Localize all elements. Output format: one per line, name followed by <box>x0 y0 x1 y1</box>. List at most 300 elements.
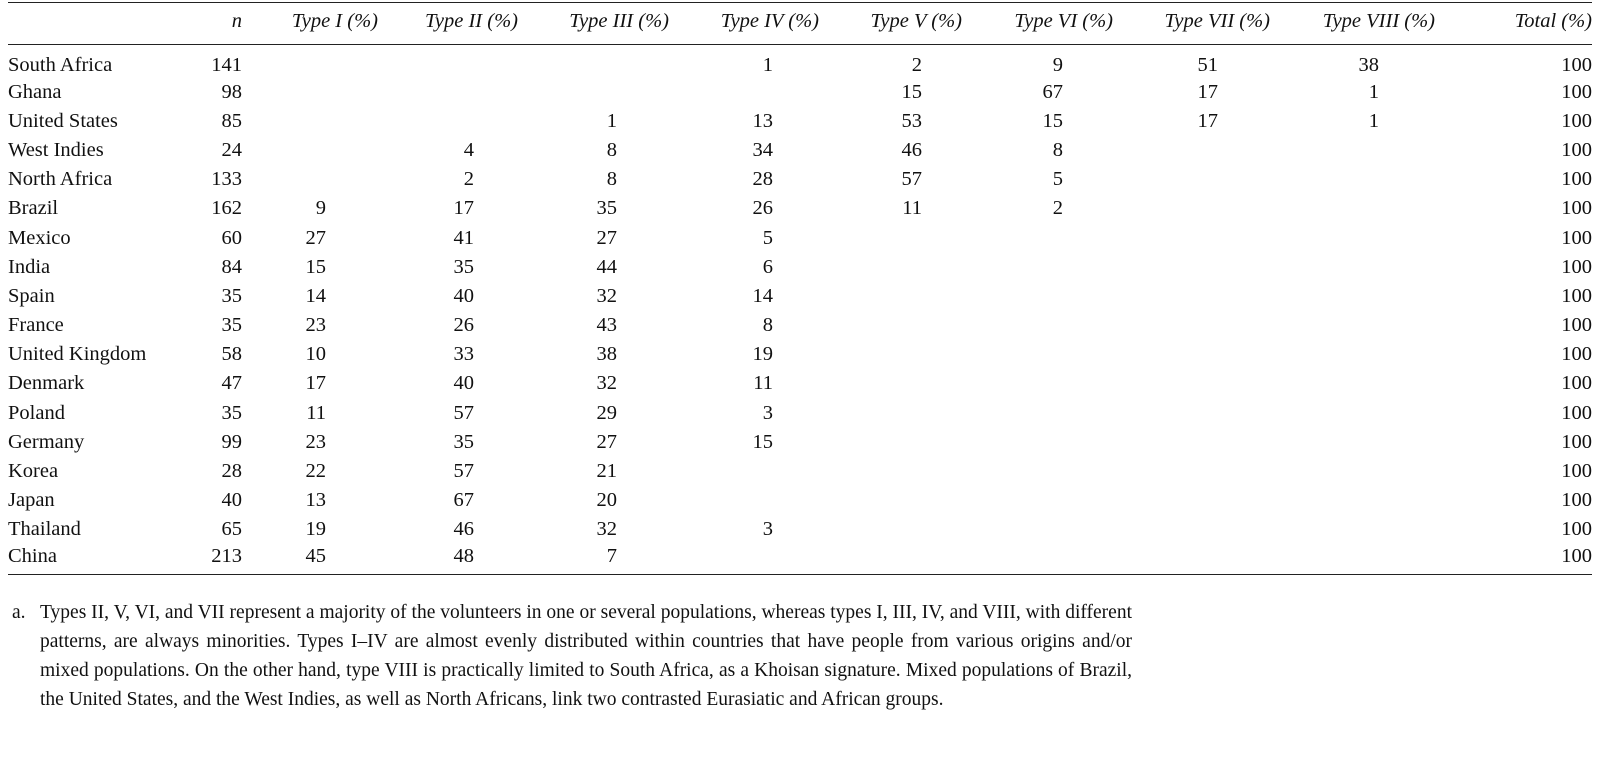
type-percent-cell <box>669 135 819 164</box>
type-percent-cell <box>1270 456 1435 485</box>
type-percent-cell <box>819 427 962 456</box>
type-percent-cell <box>1113 369 1270 398</box>
type-percent-cell <box>962 223 1113 252</box>
type-percent-value: 38 <box>1358 54 1379 76</box>
type-percent-value: 41 <box>453 226 474 249</box>
type-percent-cell <box>518 165 669 194</box>
country-cell: United States <box>8 109 118 132</box>
type-percent-value: 53 <box>901 109 922 132</box>
type-percent-cell <box>819 45 962 78</box>
n-cell: 28 <box>221 460 242 483</box>
type-percent-value: 40 <box>453 284 474 307</box>
type-percent-value: 32 <box>596 284 617 307</box>
country-cell: China <box>8 544 186 575</box>
type-percent-cell <box>378 456 518 485</box>
type-percent-value: 23 <box>305 314 326 337</box>
n-cell: 85 <box>221 109 242 132</box>
type-percent-value: 67 <box>453 489 474 512</box>
type-percent-cell <box>1270 77 1435 106</box>
type-percent-cell <box>378 252 518 281</box>
type-percent-value: 2 <box>1052 197 1063 220</box>
type-percent-cell <box>242 486 378 515</box>
type-percent-cell <box>669 165 819 194</box>
type-percent-value: 6 <box>762 255 773 278</box>
type-percent-cell <box>518 45 669 78</box>
n-cell: 35 <box>221 314 242 337</box>
table-body <box>8 45 1592 575</box>
type-percent-cell <box>518 281 669 310</box>
type-percent-value: 15 <box>752 430 773 453</box>
header-cell: Type VIII (%) <box>1270 3 1435 45</box>
total-cell: 100 <box>1561 518 1592 541</box>
type-percent-value: 9 <box>1052 54 1063 76</box>
type-percent-cell <box>378 515 518 544</box>
total-cell: 100 <box>1561 314 1592 337</box>
header-cell-country <box>8 3 186 45</box>
total-cell: 100 <box>1561 54 1592 76</box>
table-row <box>8 223 1592 252</box>
type-percent-cell <box>1270 223 1435 252</box>
type-percent-cell <box>819 194 962 223</box>
type-percent-value: 27 <box>305 226 326 249</box>
type-percent-cell <box>518 369 669 398</box>
n-cell: 65 <box>221 518 242 541</box>
n-cell: 58 <box>221 343 242 366</box>
n-cell: 141 <box>211 54 242 76</box>
country-cell: Japan <box>8 489 55 512</box>
type-percent-value: 19 <box>305 518 326 541</box>
type-percent-cell <box>1113 340 1270 369</box>
type-percent-value: 46 <box>901 138 922 161</box>
type-percent-cell <box>669 486 819 515</box>
type-percent-value: 22 <box>305 460 326 483</box>
table-row <box>8 106 1592 135</box>
country-cell: France <box>8 314 64 337</box>
type-percent-cell <box>242 194 378 223</box>
type-percent-cell <box>518 252 669 281</box>
type-percent-cell <box>242 223 378 252</box>
type-percent-cell <box>1113 486 1270 515</box>
country-cell: Spain <box>8 284 55 307</box>
type-percent-cell <box>1270 165 1435 194</box>
type-percent-value: 8 <box>606 138 617 161</box>
type-percent-cell <box>1270 281 1435 310</box>
type-percent-value: 38 <box>596 343 617 366</box>
type-percent-cell <box>962 515 1113 544</box>
type-percent-value: 15 <box>1042 109 1063 132</box>
type-percent-value: 17 <box>305 372 326 395</box>
total-cell: 100 <box>1561 489 1592 512</box>
type-percent-cell <box>1270 427 1435 456</box>
type-percent-cell <box>242 398 378 427</box>
header-cell: Type II (%) <box>378 3 518 45</box>
type-percent-cell <box>242 369 378 398</box>
type-percent-cell <box>242 106 378 135</box>
type-percent-value: 14 <box>305 284 326 307</box>
type-percent-cell <box>962 194 1113 223</box>
table-row <box>8 340 1592 369</box>
type-percent-value: 1 <box>606 109 617 132</box>
type-percent-cell <box>669 106 819 135</box>
type-percent-cell <box>962 544 1113 575</box>
type-percent-value: 35 <box>453 430 474 453</box>
type-percent-cell <box>1113 77 1270 106</box>
type-percent-cell <box>1113 515 1270 544</box>
type-percent-cell <box>378 77 518 106</box>
type-percent-value: 2 <box>463 168 474 191</box>
type-percent-cell <box>378 369 518 398</box>
type-percent-cell <box>1113 135 1270 164</box>
type-percent-cell <box>1270 544 1435 575</box>
type-percent-value: 33 <box>453 343 474 366</box>
country-cell: South Africa <box>8 54 113 76</box>
type-percent-cell <box>378 135 518 164</box>
footnote-marker: a. <box>12 602 26 623</box>
type-percent-cell <box>669 45 819 78</box>
type-percent-cell <box>1270 398 1435 427</box>
type-percent-value: 67 <box>1042 80 1063 103</box>
total-cell: 100 <box>1435 544 1592 575</box>
total-cell: 100 <box>1561 197 1592 220</box>
table-row <box>8 369 1592 398</box>
country-cell: North Africa <box>8 168 113 191</box>
type-percent-cell <box>1113 427 1270 456</box>
type-percent-value: 19 <box>752 343 773 366</box>
n-cell: 98 <box>221 80 242 103</box>
type-percent-value: 17 <box>1197 109 1218 132</box>
header-cell: Type I (%) <box>242 3 378 45</box>
type-percent-cell <box>1113 45 1270 78</box>
n-cell: 35 <box>221 401 242 424</box>
type-percent-cell <box>669 311 819 340</box>
type-percent-cell <box>962 369 1113 398</box>
header-cell: Type VI (%) <box>962 3 1113 45</box>
country-cell: United Kingdom <box>8 343 147 366</box>
type-percent-value: 32 <box>596 518 617 541</box>
type-percent-cell <box>1270 45 1435 78</box>
type-percent-cell <box>1270 106 1435 135</box>
footnote-text: Types II, V, VI, and VII represent a majority of the volunteers in one or several populations, whereas types I, III, IV, and VIII, with different patterns, are always minorities. Types I–IV are almost evenly distributed within countries that have people from various origins and/or mixed populations. On the other hand, type VIII is practically limited to South Africa, as a Khoisan signature. Mixed populations of Brazil, the United States, and the West Indies, as well as North Africans, link two contrasted Eurasiatic and African groups. <box>40 602 1132 710</box>
type-percent-cell <box>962 281 1113 310</box>
n-cell: 35 <box>221 284 242 307</box>
type-percent-cell <box>242 165 378 194</box>
type-percent-cell <box>242 515 378 544</box>
country-cell: West Indies <box>8 138 104 161</box>
type-percent-cell <box>1270 252 1435 281</box>
header-cell-n: n <box>186 3 242 45</box>
type-percent-cell <box>819 77 962 106</box>
type-percent-cell <box>378 45 518 78</box>
frequency-table <box>8 2 1592 575</box>
header-cell: Type VII (%) <box>1113 3 1270 45</box>
type-percent-value: 26 <box>752 197 773 220</box>
type-percent-cell <box>242 456 378 485</box>
table-row <box>8 281 1592 310</box>
table-row <box>8 45 1592 78</box>
type-percent-cell <box>1270 311 1435 340</box>
type-percent-cell <box>962 45 1113 78</box>
type-percent-cell <box>378 106 518 135</box>
type-percent-cell <box>819 340 962 369</box>
type-percent-cell <box>1270 135 1435 164</box>
total-cell: 100 <box>1561 226 1592 249</box>
n-cell: 60 <box>221 226 242 249</box>
type-percent-cell <box>518 311 669 340</box>
header-cell: Type IV (%) <box>669 3 819 45</box>
type-percent-cell <box>518 135 669 164</box>
type-percent-cell <box>819 398 962 427</box>
type-percent-cell <box>1270 486 1435 515</box>
n-cell: 24 <box>221 138 242 161</box>
country-cell: Thailand <box>8 518 81 541</box>
type-percent-value: 2 <box>911 54 922 76</box>
country-cell: Germany <box>8 430 85 453</box>
type-percent-cell <box>819 515 962 544</box>
type-percent-cell <box>242 252 378 281</box>
type-percent-cell <box>378 311 518 340</box>
type-percent-cell <box>518 398 669 427</box>
total-cell: 100 <box>1561 372 1592 395</box>
type-percent-cell <box>669 515 819 544</box>
table-row <box>8 486 1592 515</box>
type-percent-value: 1 <box>1368 80 1379 103</box>
type-percent-value: 11 <box>902 197 922 220</box>
type-percent-value: 28 <box>752 168 773 191</box>
total-cell: 100 <box>1561 401 1592 424</box>
type-percent-cell <box>1113 252 1270 281</box>
type-percent-cell <box>669 281 819 310</box>
table-row <box>8 311 1592 340</box>
type-percent-cell <box>242 311 378 340</box>
type-percent-value: 46 <box>453 518 474 541</box>
table-row <box>8 194 1592 223</box>
type-percent-cell <box>1113 106 1270 135</box>
type-percent-cell <box>819 486 962 515</box>
type-percent-value: 13 <box>305 489 326 512</box>
total-cell: 100 <box>1561 109 1592 132</box>
type-percent-value: 15 <box>901 80 922 103</box>
type-percent-cell <box>962 252 1113 281</box>
total-cell: 100 <box>1561 168 1592 191</box>
table-row <box>8 456 1592 485</box>
type-percent-cell <box>962 340 1113 369</box>
type-percent-value: 1 <box>1368 109 1379 132</box>
country-cell: Korea <box>8 460 59 483</box>
type-percent-cell <box>378 223 518 252</box>
table-row <box>8 252 1592 281</box>
type-percent-value: 29 <box>596 401 617 424</box>
country-cell: Denmark <box>8 372 85 395</box>
country-cell: India <box>8 255 51 278</box>
country-cell: Ghana <box>8 80 62 103</box>
type-percent-cell <box>518 486 669 515</box>
table-row <box>8 515 1592 544</box>
country-cell: Mexico <box>8 226 71 249</box>
type-percent-cell <box>242 340 378 369</box>
type-percent-cell <box>669 252 819 281</box>
type-percent-cell <box>1113 456 1270 485</box>
type-percent-value: 3 <box>762 401 773 424</box>
type-percent-cell <box>669 544 819 575</box>
type-percent-cell <box>819 544 962 575</box>
n-cell: 40 <box>221 489 242 512</box>
type-percent-cell <box>819 106 962 135</box>
n-cell: 84 <box>221 255 242 278</box>
type-percent-cell <box>242 135 378 164</box>
total-cell: 100 <box>1561 284 1592 307</box>
type-percent-cell <box>518 194 669 223</box>
total-cell: 100 <box>1561 460 1592 483</box>
type-percent-cell <box>378 165 518 194</box>
type-percent-cell <box>669 369 819 398</box>
type-percent-cell <box>1270 340 1435 369</box>
type-percent-value: 14 <box>752 284 773 307</box>
type-percent-value: 40 <box>453 372 474 395</box>
type-percent-cell <box>242 427 378 456</box>
type-percent-cell <box>1113 281 1270 310</box>
type-percent-value: 3 <box>762 518 773 541</box>
type-percent-value: 27 <box>596 430 617 453</box>
n-cell: 47 <box>221 372 242 395</box>
type-percent-value: 57 <box>901 168 922 191</box>
type-percent-cell <box>819 311 962 340</box>
type-percent-cell <box>669 340 819 369</box>
type-percent-cell <box>669 427 819 456</box>
type-percent-value: 57 <box>453 401 474 424</box>
type-percent-value: 43 <box>596 314 617 337</box>
type-percent-cell <box>1113 194 1270 223</box>
type-percent-value: 5 <box>762 226 773 249</box>
type-percent-value: 45 <box>305 545 326 567</box>
type-percent-value: 17 <box>453 197 474 220</box>
type-percent-cell <box>518 340 669 369</box>
country-cell: Brazil <box>8 197 59 220</box>
type-percent-cell <box>518 456 669 485</box>
type-percent-cell <box>1270 194 1435 223</box>
type-percent-cell <box>518 106 669 135</box>
header-cell: Total (%) <box>1435 3 1592 45</box>
table-row <box>8 398 1592 427</box>
type-percent-cell <box>242 45 378 78</box>
type-percent-cell <box>242 281 378 310</box>
type-percent-value: 32 <box>596 372 617 395</box>
total-cell: 100 <box>1561 255 1592 278</box>
type-percent-value: 51 <box>1197 54 1218 76</box>
type-percent-value: 15 <box>305 255 326 278</box>
type-percent-cell <box>518 427 669 456</box>
type-percent-cell <box>1113 165 1270 194</box>
type-percent-cell <box>669 223 819 252</box>
type-percent-value: 23 <box>305 430 326 453</box>
type-percent-cell <box>1113 398 1270 427</box>
type-percent-cell <box>962 106 1113 135</box>
type-percent-value: 17 <box>1197 80 1218 103</box>
type-percent-cell <box>378 486 518 515</box>
type-percent-cell <box>1270 369 1435 398</box>
total-cell: 100 <box>1561 430 1592 453</box>
type-percent-cell <box>962 311 1113 340</box>
total-cell: 100 <box>1561 138 1592 161</box>
type-percent-cell <box>378 544 518 575</box>
type-percent-value: 7 <box>606 545 617 567</box>
type-percent-value: 8 <box>762 314 773 337</box>
type-percent-value: 11 <box>306 401 326 424</box>
type-percent-cell <box>242 77 378 106</box>
type-percent-cell <box>669 194 819 223</box>
type-percent-cell <box>378 281 518 310</box>
type-percent-value: 9 <box>315 197 326 220</box>
type-percent-cell <box>819 369 962 398</box>
type-percent-value: 27 <box>596 226 617 249</box>
type-percent-value: 1 <box>762 54 773 76</box>
country-cell: Poland <box>8 401 65 424</box>
header-cell: Type III (%) <box>518 3 669 45</box>
type-percent-value: 44 <box>596 255 617 278</box>
type-percent-cell <box>378 340 518 369</box>
type-percent-cell <box>669 398 819 427</box>
table-row <box>8 427 1592 456</box>
header-row <box>8 3 1592 45</box>
n-cell: 133 <box>211 168 242 191</box>
type-percent-value: 35 <box>453 255 474 278</box>
table-row <box>8 135 1592 164</box>
table-row <box>8 165 1592 194</box>
type-percent-value: 21 <box>596 460 617 483</box>
type-percent-cell <box>242 544 378 575</box>
type-percent-cell <box>962 77 1113 106</box>
type-percent-value: 10 <box>305 343 326 366</box>
type-percent-value: 57 <box>453 460 474 483</box>
type-percent-cell <box>518 77 669 106</box>
type-percent-value: 13 <box>752 109 773 132</box>
table-footnote <box>12 598 1132 714</box>
n-cell: 99 <box>221 430 242 453</box>
type-percent-cell <box>1113 544 1270 575</box>
type-percent-cell <box>819 252 962 281</box>
type-percent-value: 20 <box>596 489 617 512</box>
type-percent-value: 35 <box>596 197 617 220</box>
type-percent-cell <box>819 165 962 194</box>
type-percent-cell <box>669 456 819 485</box>
type-percent-cell <box>378 194 518 223</box>
type-percent-value: 8 <box>1052 138 1063 161</box>
type-percent-cell <box>962 456 1113 485</box>
header-cell: Type V (%) <box>819 3 962 45</box>
type-percent-cell <box>669 77 819 106</box>
n-cell: 162 <box>211 197 242 220</box>
type-percent-cell <box>1113 223 1270 252</box>
total-cell: 100 <box>1561 343 1592 366</box>
type-percent-cell <box>819 281 962 310</box>
type-percent-cell <box>962 486 1113 515</box>
type-percent-cell <box>1113 311 1270 340</box>
type-percent-value: 34 <box>752 138 773 161</box>
type-percent-value: 48 <box>453 545 474 567</box>
type-percent-cell <box>518 544 669 575</box>
type-percent-cell <box>962 165 1113 194</box>
type-percent-cell <box>819 135 962 164</box>
type-percent-cell <box>962 427 1113 456</box>
type-percent-cell <box>962 135 1113 164</box>
type-percent-value: 5 <box>1052 168 1063 191</box>
type-percent-value: 8 <box>606 168 617 191</box>
type-percent-value: 4 <box>463 138 474 161</box>
type-percent-cell <box>1270 515 1435 544</box>
type-percent-cell <box>518 223 669 252</box>
type-percent-cell <box>378 427 518 456</box>
type-percent-cell <box>819 223 962 252</box>
total-cell: 100 <box>1561 80 1592 103</box>
